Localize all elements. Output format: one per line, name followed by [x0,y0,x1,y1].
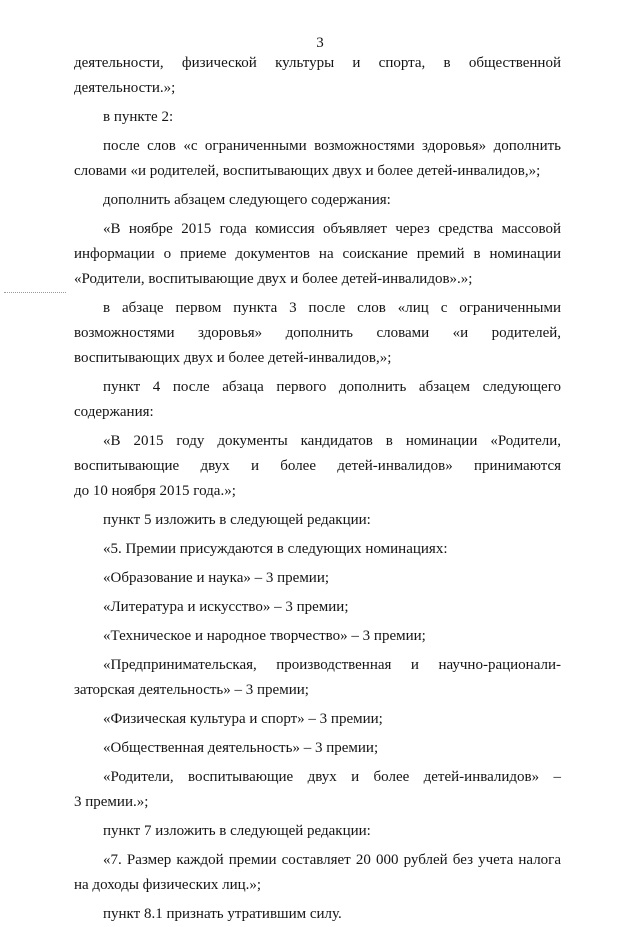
text-line: информации о приеме документов на соискание премий в номинации [74,246,561,262]
text-line: «Литература и искусство» – 3 премии; [103,599,349,615]
text-line: до 10 ноября 2015 года.»; [74,483,236,499]
paragraph [74,902,561,927]
text-line: заторская деятельность» – 3 премии; [74,682,309,698]
text-line: возможностями здоровья» дополнить словами «и родителей, [74,325,561,341]
text-line: «Техническое и народное творчество» – 3 премии; [103,628,426,644]
paragraph [74,566,561,591]
text-line: деятельности, физической культуры и спорта, в общественной [74,55,561,71]
text-line: «Физическая культура и спорт» – 3 премии; [103,711,383,727]
paragraph [74,296,561,371]
text-line: «Родители, воспитывающие двух и более детей-инвалидов».»; [74,271,473,287]
text-line: «Образование и наука» – 3 премии; [103,570,330,586]
paragraph [74,51,561,101]
text-line: в пункте 2: [103,109,174,125]
paragraph [74,429,561,504]
text-line: «Родители, воспитывающие двух и более детей-инвалидов» – [103,769,561,785]
text-line: дополнить абзацем следующего содержания: [103,192,391,208]
text-line: «Общественная деятельность» – 3 премии; [103,740,379,756]
document-body [74,51,561,927]
text-line: в абзаце первом пункта 3 после слов «лиц с ограниченными [103,300,561,316]
text-line: «В ноябре 2015 года комиссия объявляет через средства массовой [103,221,561,237]
text-line: после слов «с ограниченными возможностями здоровья» дополнить [103,138,561,154]
paragraph [74,707,561,732]
paragraph [74,537,561,562]
paragraph [74,508,561,533]
text-line: воспитывающих двух и более детей-инвалидов,»; [74,350,392,366]
text-line: пункт 4 после абзаца первого дополнить абзацем следующего [103,379,561,395]
text-line: «В 2015 году документы кандидатов в номинации «Родители, [103,433,561,449]
paragraph [74,217,561,292]
text-line: деятельности.»; [74,80,176,96]
text-line: на доходы физических лиц.»; [74,877,262,893]
paragraph [74,105,561,130]
text-line: пункт 8.1 признать утратившим силу. [103,906,342,922]
paragraph [74,848,561,898]
text-line: воспитывающие двух и более детей-инвалидов» принимаются [74,458,561,474]
paragraph [74,624,561,649]
text-line: 3 премии.»; [74,794,149,810]
paragraph [74,134,561,184]
text-line: словами «и родителей, воспитывающих двух и более детей-инвалидов,»; [74,163,541,179]
text-line: пункт 7 изложить в следующей редакции: [103,823,371,839]
paragraph [74,653,561,703]
text-line: содержания: [74,404,154,420]
text-line: «7. Размер каждой премии составляет 20 000 рублей без учета налога [103,852,561,868]
paragraph [74,375,561,425]
paragraph [74,765,561,815]
scan-margin-mark [4,292,66,293]
paragraph [74,819,561,844]
paragraph [74,595,561,620]
paragraph [74,188,561,213]
text-line: «5. Премии присуждаются в следующих номинациях: [103,541,448,557]
text-line: пункт 5 изложить в следующей редакции: [103,512,371,528]
page-number: 3 [316,35,324,51]
text-line: «Предпринимательская, производственная и научно-рационали- [103,657,561,673]
paragraph [74,736,561,761]
